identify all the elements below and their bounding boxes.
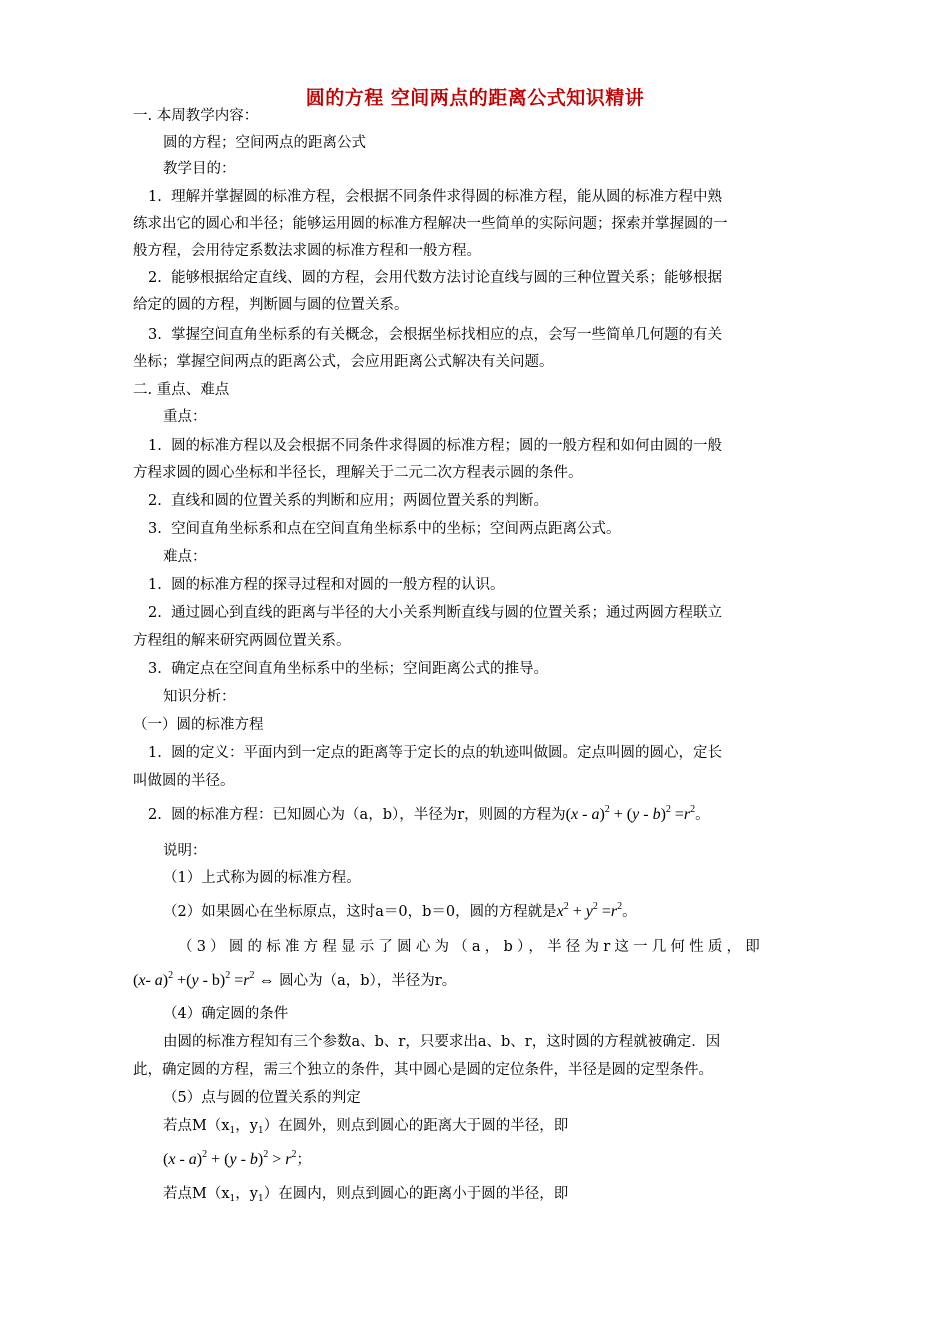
note-label: 说明：	[163, 843, 207, 859]
definition-line1: 1. 圆的定义：平面内到一定点的距离等于定长的点的轨迹叫做圆。定点叫圆的圆心，定长	[148, 745, 723, 761]
hard-item-3: 3. 确定点在空间直角坐标系中的坐标；空间距离公式的推导。	[148, 661, 549, 677]
key-label: 重点：	[163, 409, 207, 425]
note-3-line1: （3）圆的标准方程显示了圆心为（a，b），半径为r这一几何性质，即	[178, 939, 764, 955]
goal-item-3-line2: 坐标；掌握空间两点的距离公式，会应用距离公式解决有关问题。	[133, 354, 554, 370]
note-4: （4）确定圆的条件	[163, 1006, 289, 1022]
section-heading-content: 一. 本周教学内容：	[133, 108, 259, 124]
hard-item-2-line2: 方程组的解来研究两圆位置关系。	[133, 633, 351, 649]
goal-item-2-line2: 给定的圆的方程，判断圆与圆的位置关系。	[133, 297, 409, 313]
outside-inequality-formula: $(x - a)^2 + (y - b)^2 > r^2$	[163, 1149, 297, 1168]
equivalence-formula: (x- $a)^2 +(y - b)^2 =r^2$ ⇔	[133, 970, 275, 989]
key-item-2: 2. 直线和圆的位置关系的判断和应用；两圆位置关系的判断。	[148, 493, 549, 509]
inside-point-line: 若点$M(x_1$，$y_1$）在圆内，则点到圆心的距离小于圆的半径，即	[163, 1186, 569, 1204]
key-item-3: 3. 空间直角坐标系和点在空间直角坐标系中的坐标；空间两点距离公式。	[148, 521, 621, 537]
note-1: （1）上式称为圆的标准方程。	[163, 870, 361, 886]
content-text: 圆的方程；空间两点的距离公式	[163, 135, 366, 151]
goal-item-1-line3: 般方程，会用待定系数法求圆的标准方程和一般方程。	[133, 243, 481, 259]
outside-inequality: $(x - a)^2 + (y - b)^2 > r^2$；	[163, 1149, 311, 1168]
page-title: 圆的方程 空间两点的距离公式知识精讲	[305, 87, 645, 109]
part-heading-standard-equation: （一）圆的标准方程	[133, 717, 264, 733]
analysis-label: 知识分析：	[163, 689, 236, 705]
definition-line2: 叫做圆的半径。	[133, 773, 235, 789]
goal-item-3: 3. 掌握空间直角坐标系的有关概念，会根据坐标找相应的点，会写一些简单几何题的有关	[148, 327, 723, 343]
note-2: （2）如果圆心在坐标原点，这时a＝0，b＝0，圆的方程就是$x^2 + y^2 =r^2$。	[163, 901, 637, 920]
goal-item-1-line2: 练求出它的圆心和半径；能够运用圆的标准方程解决一些简单的实际问题；探索并掌握圆的一	[133, 216, 728, 232]
goal-item-1: 1. 理解并掌握圆的标准方程，会根据不同条件求得圆的标准方程，能从圆的标准方程中熟	[148, 189, 723, 205]
goal-item-2: 2. 能够根据给定直线、圆的方程，会用代数方法讨论直线与圆的三种位置关系；能够根据	[148, 270, 723, 286]
goal-label: 教学目的：	[163, 161, 236, 177]
standard-equation-formula: $(x - a)^2 + (y - b)^2 =r^2$	[565, 804, 696, 823]
key-item-1-line2: 方程求圆的圆心坐标和半径长，理解关于二元二次方程表示圆的条件。	[133, 465, 583, 481]
note-4-paragraph-line2: 此，确定圆的方程，需三个独立的条件，其中圆心是圆的定位条件，半径是圆的定型条件。	[133, 1062, 713, 1078]
hard-label: 难点：	[163, 549, 207, 565]
origin-circle-formula: $x^2 + y^2 =r^2$	[556, 901, 623, 920]
note-4-paragraph-line1: 由圆的标准方程知有三个参数a、b、r，只要求出a、b、r，这时圆的方程就被确定．因	[163, 1034, 721, 1050]
note-3-line2: (x- $a)^2 +(y - b)^2 =r^2$ ⇔ 圆心为（a，b），半径为r。	[133, 970, 457, 989]
outside-point-line: 若点$M(x_1$，$y_1$）在圆外，则点到圆心的距离大于圆的半径，即	[163, 1118, 569, 1136]
note-5: （5）点与圆的位置关系的判定	[163, 1090, 361, 1106]
standard-equation-line: 2. 圆的标准方程：已知圆心为（a，b），半径为r，则圆的方程为$(x - a)^2 + (y - b)^2 =r^2$。	[148, 804, 710, 823]
section-heading-key-points: 二. 重点、难点	[133, 382, 230, 398]
hard-item-2: 2. 通过圆心到直线的距离与半径的大小关系判断直线与圆的位置关系；通过两圆方程联立	[148, 605, 723, 621]
key-item-1: 1. 圆的标准方程以及会根据不同条件求得圆的标准方程；圆的一般方程和如何由圆的一般	[148, 438, 723, 454]
hard-item-1: 1. 圆的标准方程的探寻过程和对圆的一般方程的认识。	[148, 577, 505, 593]
